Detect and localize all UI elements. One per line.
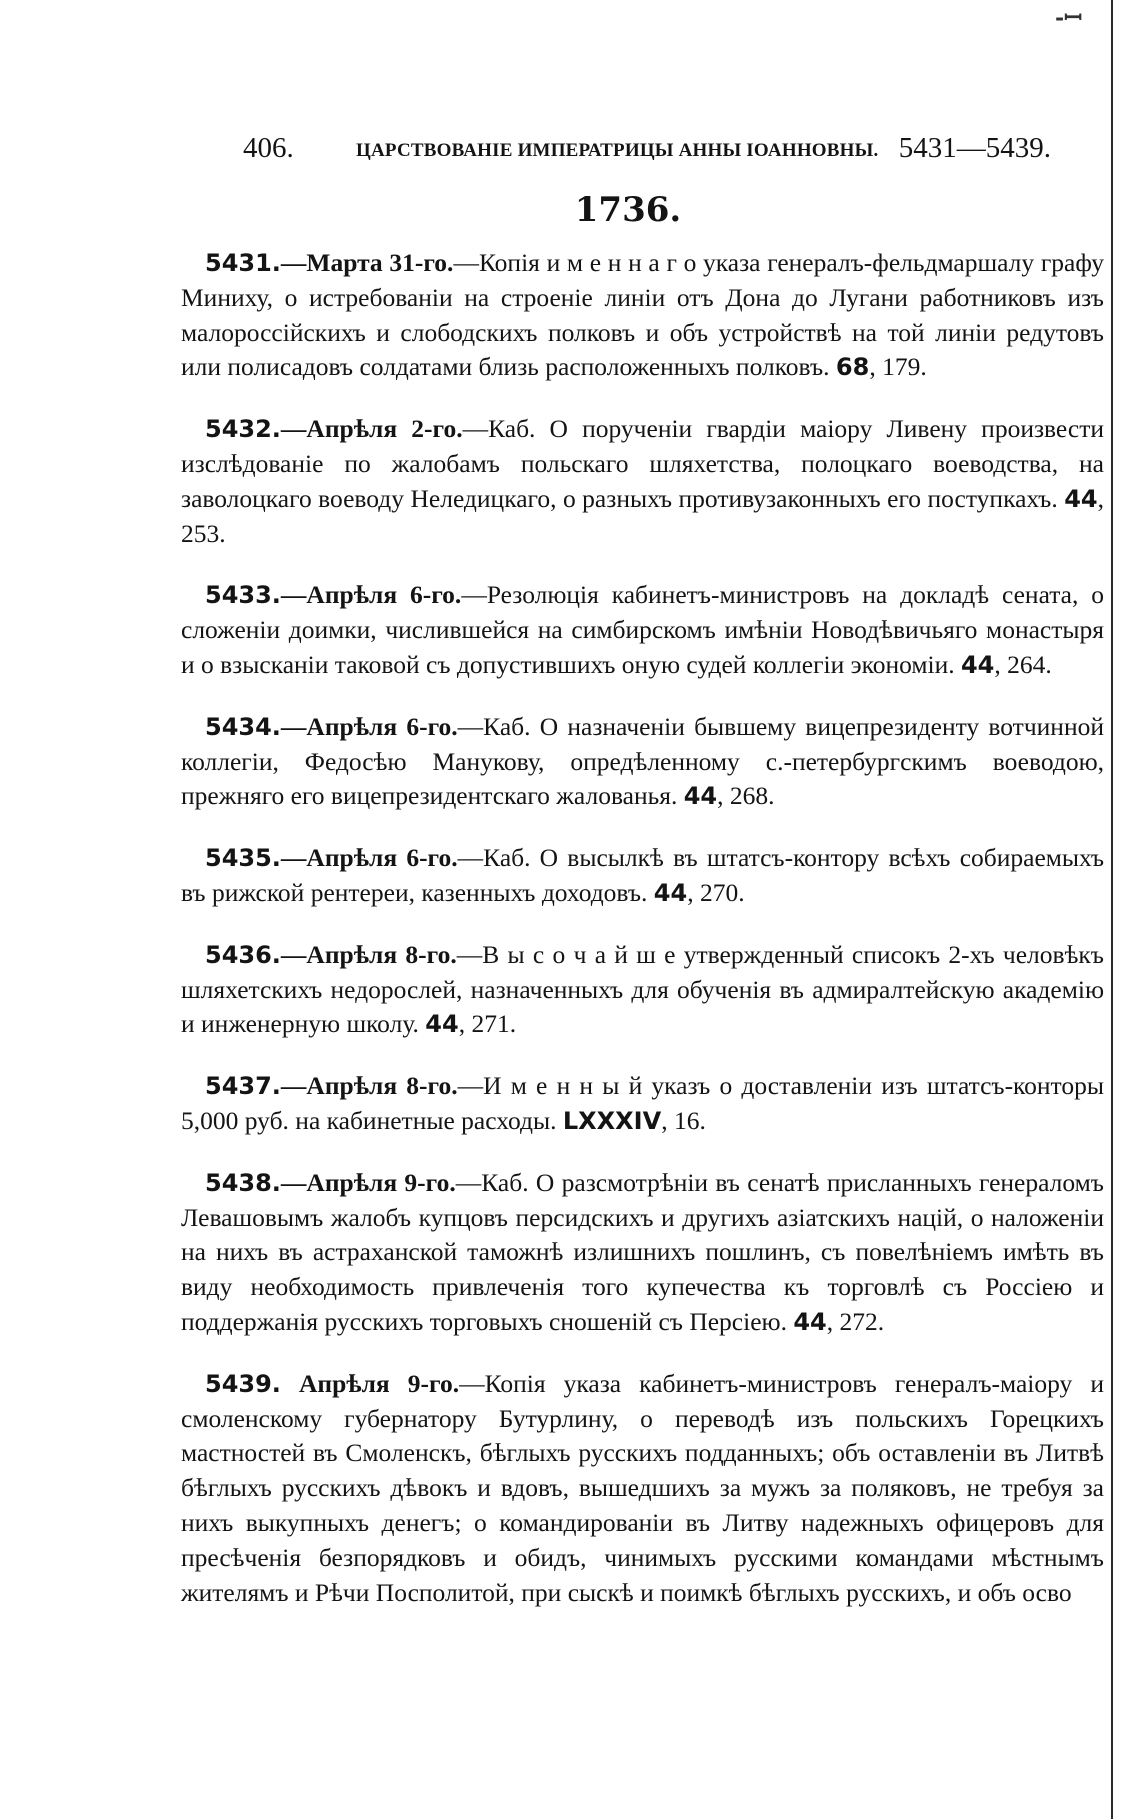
entry-text: —Копія и м е н н а г о указа генералъ-фельдмаршалу графу Миниху, о истребованіи на строеніе линіи отъ Дона до Лугани работниковъ изъ малороссійскихъ и слободскихъ полковъ и объ устройствѣ на той линіи редутовъ или полисадовъ солдатами близь расположенныхъ полковъ. xyxy=(181,248,1105,382)
year-heading xyxy=(0,190,1140,230)
entry-ref-volume: 44 xyxy=(425,1010,459,1039)
entry-text: —Каб. О порученіи гвардіи маіору Ливену произвести изслѣдованіе по жалобамъ польскаго шляхетства, полоцкаго воеводства, на заволоцкаго воеводу Неледицкаго, о разныхъ противузаконныхъ его поступкахъ. xyxy=(181,414,1104,513)
entry-ref-page: , 264. xyxy=(994,649,1052,679)
entry-ref-page: , 271. xyxy=(458,1009,517,1039)
entry-5434 xyxy=(181,710,1104,814)
entry-5437 xyxy=(181,1069,1104,1139)
entry-5436 xyxy=(181,938,1104,1042)
entry-ref-volume: 44 xyxy=(793,1307,827,1336)
entry-number: 5436. xyxy=(205,940,281,969)
entry-ref-page: , 179. xyxy=(869,352,927,382)
entry-number: 5437. xyxy=(205,1072,281,1101)
entry-number: 5433. xyxy=(205,581,281,610)
entry-5431 xyxy=(181,246,1104,385)
entry-date: —Апрѣля 2-го. xyxy=(280,414,463,444)
entry-5432 xyxy=(181,412,1104,551)
entry-text: —Каб. О высылкѣ въ штатсъ-контору всѣхъ собираемыхъ въ рижской рентереи, казенныхъ доходовъ. xyxy=(181,843,1105,907)
entry-number: 5435. xyxy=(205,844,281,873)
entry-5433 xyxy=(181,578,1104,682)
entry-ref-volume: LXXXIV xyxy=(562,1106,662,1135)
entry-number: 5432. xyxy=(205,415,281,444)
entry-text: —В ы с о ч а й ш е утвержденный списокъ 2-хъ человѣкъ шляхетскихъ недорослей, назначенныхъ для обученія въ адмиралтейскую академію и инженерную школу. xyxy=(181,939,1104,1039)
entry-text: —И м е н н ы й указъ о доставленіи изъ штатсъ-конторы 5,000 руб. на кабинетные расходы. xyxy=(181,1071,1104,1135)
entry-ref-volume: 44 xyxy=(683,782,718,811)
entry-date: —Апрѣля 8-го. xyxy=(280,1071,458,1101)
entry-ref-page: , 16. xyxy=(661,1105,706,1135)
page-number: 406. xyxy=(243,132,294,164)
entry-date: —Апрѣля 6-го. xyxy=(280,711,458,741)
entry-ref-page: , 253. xyxy=(181,483,1105,548)
entry-5435 xyxy=(181,841,1104,911)
corner-mark: -ꟷ xyxy=(1055,5,1083,31)
entry-text: —Копія указа кабинетъ-министровъ генералъ-маіору и смоленскому губернатору Бутурлину, о переводѣ изъ польскихъ Горецкихъ мастностей въ Смоленскъ, бѣглыхъ русскихъ подданныхъ; объ оставленіи въ Литвѣ бѣглыхъ русскихъ дѣвокъ и вдовъ, вышедшихъ за мужъ за поляковъ, не требуя за нихъ выкупныхъ денегъ; о командированіи въ Литву надежныхъ офицеровъ для пресѣченія безпорядковъ и обидъ, чинимыхъ русскими командами мѣстнымъ жителямъ и Рѣчи Посполитой, при сыскѣ и поимкѣ бѣглыхъ русскихъ, и объ осво xyxy=(181,1368,1105,1607)
entry-date: —Апрѣля 6-го. xyxy=(280,843,458,873)
entry-date: —Апрѣля 8-го. xyxy=(280,939,457,969)
entry-ref-volume: 68 xyxy=(835,353,870,382)
entry-ref-page: , 268. xyxy=(717,781,775,811)
entry-ref-volume: 44 xyxy=(1064,484,1098,513)
entry-number: 5434. xyxy=(205,712,281,741)
page-edge-rule xyxy=(1111,0,1113,1819)
entry-date: Апрѣля 9-го. xyxy=(280,1368,460,1398)
entry-number: 5439. xyxy=(205,1369,281,1398)
entry-number: 5431. xyxy=(205,249,281,277)
entry-text: —Резолюція кабинетъ-министровъ на докладѣ сената, о сложеніи доимки, числившейся на симбирскомъ имѣніи Новодѣвичьяго монастыря и о взысканіи таковой съ допустившихъ оную судей коллегіи экономіи. xyxy=(181,580,1104,679)
entry-5439 xyxy=(181,1367,1104,1611)
entry-text: —Каб. О разсмотрѣніи въ сенатѣ присланныхъ генераломъ Левашовымъ жалобъ купцовъ персидскихъ и другихъ азіатскихъ націй, о наложеніи на нихъ въ астраханской таможнѣ излишнихъ пошлинъ, съ повелѣніемъ имѣть въ виду необходимость привлеченія того купечества къ торговлѣ съ Россіею и поддержанія русскихъ торговыхъ сношеній съ Персіею. xyxy=(181,1167,1104,1336)
year-text: 1736. xyxy=(574,190,682,230)
running-title: ЦАРСТВОВАНІЕ ИМПЕРАТРИЦЫ АННЫ ІОАННОВНЫ. xyxy=(356,140,879,161)
entry-number: 5438. xyxy=(205,1168,281,1197)
entry-ref-page: , 270. xyxy=(687,877,745,907)
running-head xyxy=(243,132,1051,172)
entry-text: —Каб. О назначеніи бывшему вицепрезиденту вотчинной коллегіи, Федосѣю Манукову, опредѣленному с.-петербургскимъ воеводою, прежняго его вицепрезидентскаго жалованья. xyxy=(181,711,1104,811)
entry-range: 5431—5439. xyxy=(898,132,1051,164)
entry-5438 xyxy=(181,1166,1104,1340)
entries-list xyxy=(181,246,1104,1610)
entry-ref-volume: 44 xyxy=(960,650,995,679)
entry-date: —Апрѣля 9-го. xyxy=(280,1167,456,1197)
entry-ref-volume: 44 xyxy=(653,878,688,907)
entry-date: —Марта 31-го. xyxy=(280,248,454,277)
entry-ref-page: , 272. xyxy=(826,1306,885,1336)
entry-date: —Апрѣля 6-го. xyxy=(280,580,462,610)
